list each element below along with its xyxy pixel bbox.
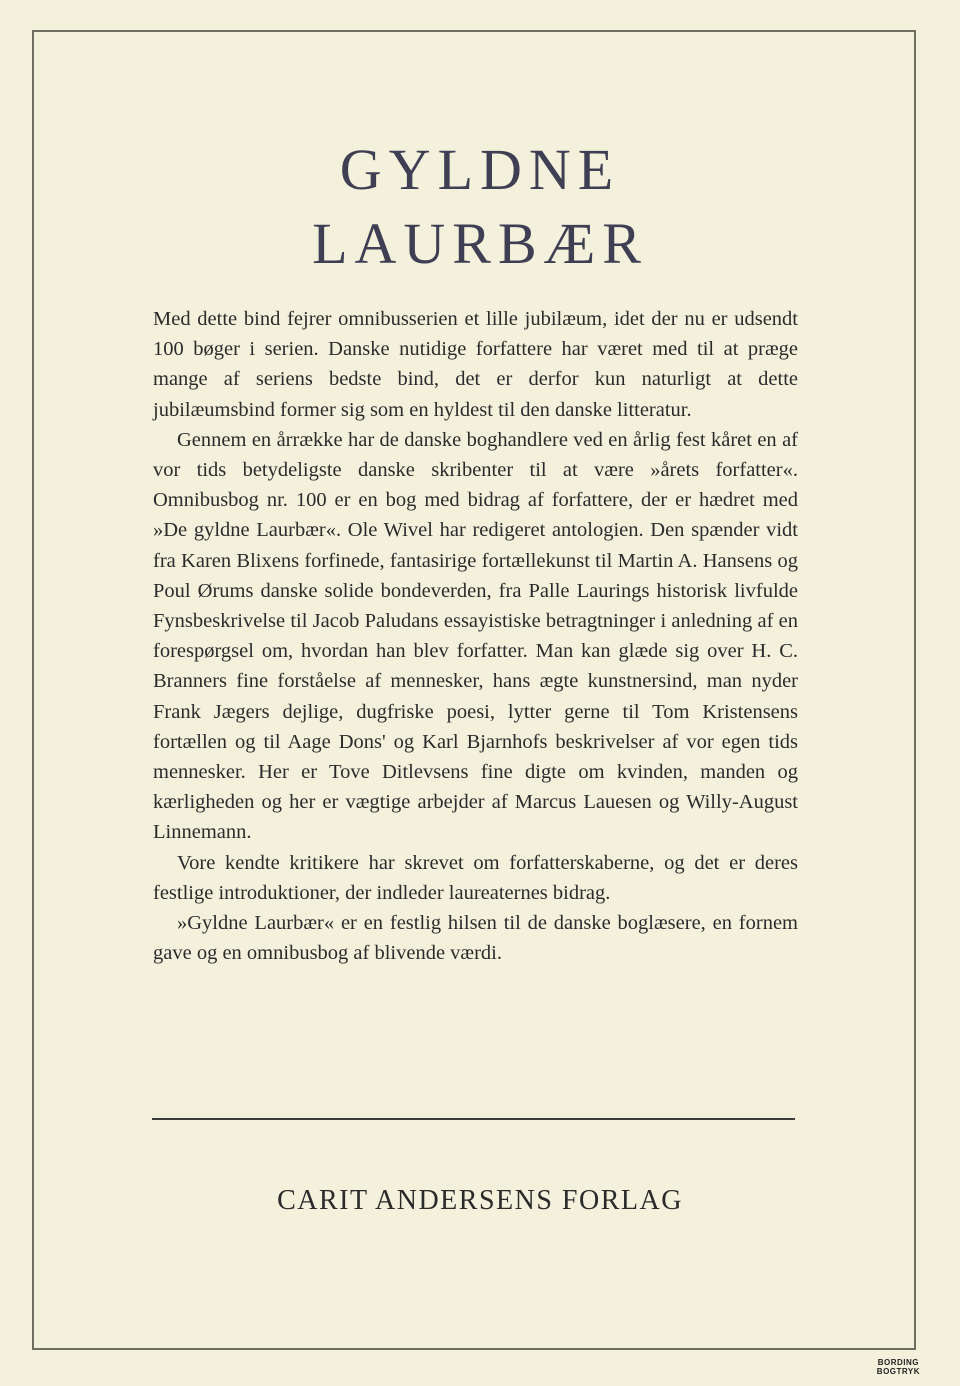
divider-rule [152, 1118, 795, 1120]
printer-mark-line-2: BOGTRYK [876, 1367, 920, 1376]
publisher-name: CARIT ANDERSENS FORLAG [277, 1185, 683, 1216]
paragraph-1: Med dette bind fejrer omnibusserien et lille jubilæum, idet der nu er udsendt 100 bøger i serien. Danske nutidige forfattere har været med til at præge mange af seriens bedste bind, det er derfor kun naturligt at dette jubilæumsbind former sig som en hyldest til den danske litteratur. [153, 308, 798, 421]
title-line-2: LAURBÆR [312, 211, 648, 276]
paragraph-4: »Gyldne Laurbær« er en festlig hilsen til de danske boglæsere, en fornem gave og en omnibusbog af blivende værdi. [153, 912, 798, 965]
printer-mark [877, 1358, 920, 1376]
title-line-1: GYLDNE [339, 137, 621, 202]
paragraph-3: Vore kendte kritikere har skrevet om forfatterskaberne, og det er deres festlige introduktioner, der indleder laureaternes bidrag. [153, 851, 798, 904]
body-text [153, 304, 798, 968]
printer-mark-line-1: BORDING [877, 1358, 920, 1367]
paragraph-2: Gennem en årrække har de danske boghandlere ved en årlig fest kåret en af vor tids betydeligste danske skribenter til at være »årets forfatter«. Omnibusbog nr. 100 er en bog med bidrag af forfattere, der er hædret med »De gyldne Laurbær«. Ole Wivel har redigeret antologien. Den spænder vidt fra Karen Blixens forfinede, fantasirige fortællekunst til Martin A. Hansens og Poul Ørums danske solide bondeverden, fra Palle Laurings historisk livfulde Fynsbeskrivelse til Jacob Paludans essayistiske betragtninger i anledning af en forespørgsel om, hvordan han blev forfatter. Man kan glæde sig over H. C. Branners fine forståelse af mennesker, hans ægte kunstnersind, man nyder Frank Jægers dejlige, dugfriske poesi, lytter gerne til Tom Kristensens fortællen og til Aage Dons' og Karl Bjarnhofs beskrivelser af vor egen tids mennesker. Her er Tove Ditlevsens fine digte om kvinden, manden og kærligheden og her er vægtige arbejder af Marcus Lauesen og Willy-August Linnemann. [153, 428, 798, 844]
